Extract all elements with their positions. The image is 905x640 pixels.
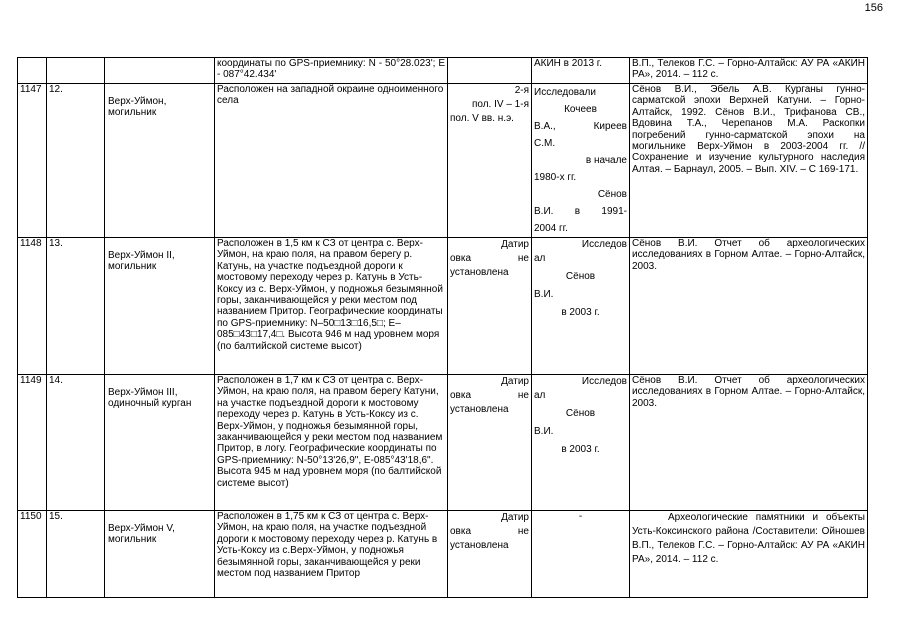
research-line: -	[578, 511, 583, 522]
dating-line: овка не	[450, 390, 529, 401]
research-line: В.И.	[534, 426, 554, 437]
dating-line: пол. IV – 1-я	[471, 99, 529, 110]
dating-line: овка не	[450, 526, 529, 537]
name-cell: Верх-Уймон II, могильник	[105, 238, 215, 375]
literature-cell: Археологические памятники и объекты Усть-Коксинского района /Составители: Ойношев В.П., Телеков Г.С. – Горно-Алтайск: АУ РА «АКИН РА», 2014. – 112 с.	[630, 511, 868, 598]
dating-cell	[448, 511, 532, 598]
table-row	[18, 511, 868, 598]
monuments-table	[17, 57, 868, 598]
page-number: 156	[864, 2, 883, 14]
ordinal-cell: 13.	[47, 238, 105, 375]
dating-line: овка не	[450, 253, 529, 264]
research-line: в 2003 г.	[561, 444, 600, 455]
reg-number-cell: 1148	[18, 238, 47, 375]
ordinal-cell: 15.	[47, 511, 105, 598]
literature-cell: Сёнов В.И. Отчет об археологических исследованиях в Горном Алтае. – Горно-Алтайск, 2003.	[630, 375, 868, 511]
reg-number-cell: 1147	[18, 84, 47, 238]
dating-line: установлена	[450, 404, 509, 415]
ordinal-cell: 14.	[47, 375, 105, 511]
dating-line: Датир	[501, 239, 529, 250]
dating-line: пол. V вв. н.э.	[450, 113, 514, 124]
research-line: Исследов	[581, 239, 627, 250]
research-cell	[532, 375, 630, 511]
research-line: В.И. в 1991-	[534, 206, 627, 217]
research-line: Сёнов	[565, 408, 596, 419]
literature-cell: Сёнов В.И., Эбель А.В. Курганы гунно-сарматской эпохи Верхней Катуни. – Горно-Алтайск, 1992. Сёнов В.И., Трифанова СВ., Вдовина Т.А., Черепанов М.А. Раскопки погребений гунно-сарматской эпохи на могильнике Верх-Уймон в 2003-2004 гг. // Сохранение и изучение культурного наследия Алтая. – Барнаул, 2005. – Вып. XIV. – С 169-171.	[630, 84, 868, 238]
research-cell	[532, 238, 630, 375]
research-line: Исследов	[581, 376, 627, 387]
dating-cell	[448, 238, 532, 375]
research-cell	[532, 84, 630, 238]
dating-cell	[448, 84, 532, 238]
dating-line: 2-я	[514, 85, 529, 96]
research-line: Сёнов	[565, 271, 596, 282]
ordinal-cell	[47, 58, 105, 84]
research-cell: АКИН в 2013 г.	[532, 58, 630, 84]
research-line: ал	[534, 253, 546, 264]
dating-line: установлена	[450, 540, 509, 551]
continuation-row	[18, 58, 868, 84]
dating-cell	[448, 375, 532, 511]
research-line: Кочеев	[564, 104, 597, 115]
research-line: Сёнов	[597, 189, 627, 200]
dating-line: установлена	[450, 267, 509, 278]
research-line: В.А., Киреев	[534, 121, 627, 132]
name-cell	[105, 58, 215, 84]
name-cell: Верх-Уймон, могильник	[105, 84, 215, 238]
dating-line: Датир	[501, 376, 529, 387]
ordinal-cell: 12.	[47, 84, 105, 238]
research-line: 1980-х гг.	[534, 172, 577, 183]
research-line: в начале	[585, 155, 627, 166]
reg-number-cell: 1149	[18, 375, 47, 511]
literature-cell: В.П., Телеков Г.С. – Горно-Алтайск: АУ РА «АКИН РА», 2014. – 112 с.	[630, 58, 868, 84]
table-row	[18, 84, 868, 238]
research-line: 2004 гг.	[534, 223, 568, 234]
research-line: В.И.	[534, 289, 554, 300]
research-line: ал	[534, 390, 546, 401]
dating-line: Датир	[501, 512, 529, 523]
location-cell: Расположен в 1,75 км к СЗ от центра с. Верх-Уймон, на краю поля, на участке подъездной дороги к мостовому переходу через р. Катунь в Усть-Коксу из с.Верх-Уймон, у подножья безымянной горы, заканчивающейся у реки местом под названием Притор	[215, 511, 448, 598]
dating-cell	[448, 58, 532, 84]
table-row	[18, 375, 868, 511]
name-cell: Верх-Уймон V, могильник	[105, 511, 215, 598]
name-cell: Верх-Уймон III, одиночный курган	[105, 375, 215, 511]
location-cell: координаты по GPS-приемнику: N - 50°28.023'; E - 087°42.434'	[215, 58, 448, 84]
location-cell: Расположен в 1,5 км к СЗ от центра с. Верх-Уймон, на краю поля, на правом берегу р. Катунь, на участке подъездной дороги к мостовому переходу через р. Катунь в Усть-Коксу из с. Верх-Уймон, у подножья безымянной горы, заканчивающейся у реки местом под названием Притор. Географические координаты по GPS-приемнику: N–50□13□16,5□; E–085□43□17,4□. Высота 946 м над уровнем моря (по балтийской системе высот)	[215, 238, 448, 375]
table-row	[18, 238, 868, 375]
location-cell: Расположен на западной окраине одноименного села	[215, 84, 448, 238]
research-line: С.М.	[534, 138, 556, 149]
reg-number-cell: 1150	[18, 511, 47, 598]
research-cell	[532, 511, 630, 598]
reg-number-cell	[18, 58, 47, 84]
research-line: Исследовали	[534, 87, 596, 98]
literature-cell: Сёнов В.И. Отчет об археологических исследованиях в Горном Алтае. – Горно-Алтайск, 2003.	[630, 238, 868, 375]
research-line: в 2003 г.	[561, 307, 600, 318]
location-cell: Расположен в 1,7 км к СЗ от центра с. Верх-Уймон, на краю поля, на правом берегу Катуни, на участке подъездной дороги к мостовому переходу через р. Катунь в Усть-Коксу из с. Верх-Уймон, у подножья безымянной горы, заканчивающейся у реки местом под названием Притор, в логу. Географические координаты по GPS-приемнику: N-50°13'26,9", E-085°43'18,6". Высота 945 м над уровнем моря (по балтийской системе высот)	[215, 375, 448, 511]
